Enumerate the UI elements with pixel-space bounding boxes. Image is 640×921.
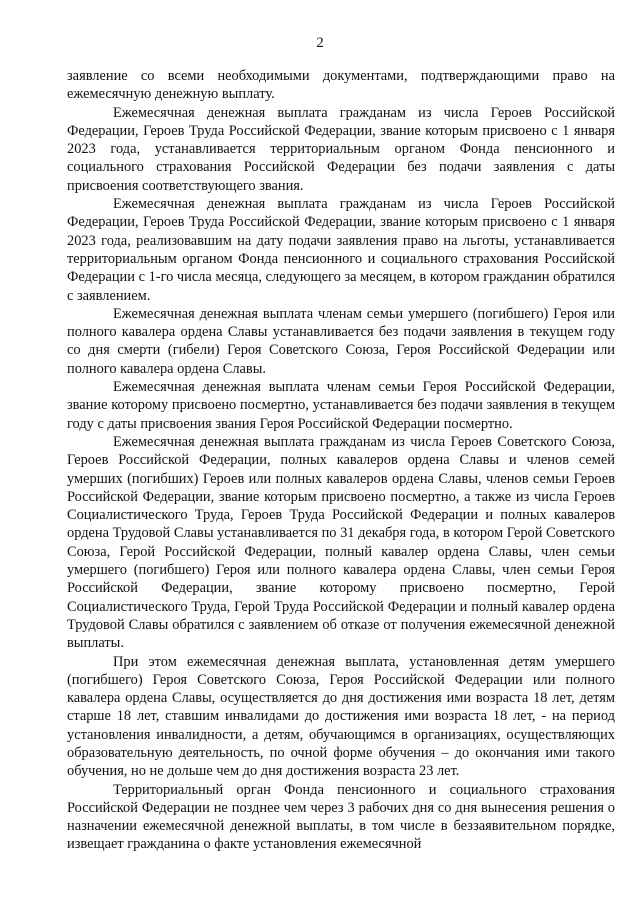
paragraph-family-members-deceased-hero: Ежемесячная денежная выплата членам семьи умершего (погибшего) Героя или полного кавалера ордена Славы устанавливается без подачи заявления в текущем году со дня смерти (гибели) Героя Советского Союза, Героя Российской Федерации или полного кавалера ордена Славы. <box>67 305 615 377</box>
document-body <box>67 67 615 854</box>
paragraph-continuation: заявление со всеми необходимыми документами, подтверждающими право на ежемесячную денежную выплату. <box>67 68 615 103</box>
paragraph-heroes-payment-with-application: Ежемесячная денежная выплата гражданам из числа Героев Российской Федерации, Героев Труда Российской Федерации, звание которым присвоено с 1 января 2023 года, реализовавшим на дату подачи заявления право на льготы, устанавливается территориальным органом Фонда пенсионного и социального страхования Российской Федерации с 1-го числа месяца, следующего за месяцем, в котором гражданин обратился с заявлением. <box>67 196 615 304</box>
paragraph-heroes-payment-without-application: Ежемесячная денежная выплата гражданам из числа Героев Российской Федерации, Героев Труда Российской Федерации, звание которым присвоено с 1 января 2023 года, устанавливается территориальным органом Фонда пенсионного и социального страхования Российской Федерации без подачи заявления с даты присвоения соответствующего звания. <box>67 104 615 194</box>
page-number: 2 <box>316 35 324 51</box>
paragraph-family-posthumous-hero: Ежемесячная денежная выплата членам семьи Героя Российской Федерации, звание которому присвоено посмертно, устанавливается без подачи заявления в текущем году с даты присвоения звания Героя Российской Федерации посмертно. <box>67 379 615 432</box>
paragraph-payment-until-december-31: Ежемесячная денежная выплата гражданам из числа Героев Советского Союза, Героев Российской Федерации, полных кавалеров ордена Славы и членов семей умерших (погибших) Героев или полных кавалеров ордена Славы, членов семьи Героев Российской Федерации, звание которым присвоено посмертно, а также из числа Героев Социалистического Труда, Героев Труда Российской Федерации и полных кавалеров ордена Трудовой Славы устанавливается по 31 декабря года, в котором Герой Советского Союза, Герой Российской Федерации, полный кавалер ордена Славы, член семьи умершего (погибшего) Героя или полного кавалера ордена Славы, член семьи Героя Российской Федерации, звание которому присвоено посмертно, Герой Социалистического Труда, Герой Труда Российской Федерации и полный кавалер ордена Трудовой Славы обратился с заявлением об отказе от получения ежемесячной денежной выплаты. <box>67 433 615 652</box>
paragraph-children-payment-terms: При этом ежемесячная денежная выплата, установленная детям умершего (погибшего) Героя Советского Союза, Героя Российской Федерации или полного кавалера ордена Славы, осуществляется до дня достижения ими возраста 18 лет, детям старше 18 лет, ставшим инвалидами до достижения ими возраста 18 лет, - на период установления инвалидности, а детям, обучающимся в организациях, осуществляющих образовательную деятельность, по очной форме обучения – до окончания ими такого обучения, но не дольше чем до дня достижения возраста 23 лет. <box>67 653 615 780</box>
paragraph-notification-of-citizen: Территориальный орган Фонда пенсионного и социального страхования Российской Федерации не позднее чем через 3 рабочих дня со дня вынесения решения о назначении ежемесячной денежной выплаты, в том числе в беззаявительном порядке, извещает гражданина о факте установления ежемесячной <box>67 781 615 853</box>
